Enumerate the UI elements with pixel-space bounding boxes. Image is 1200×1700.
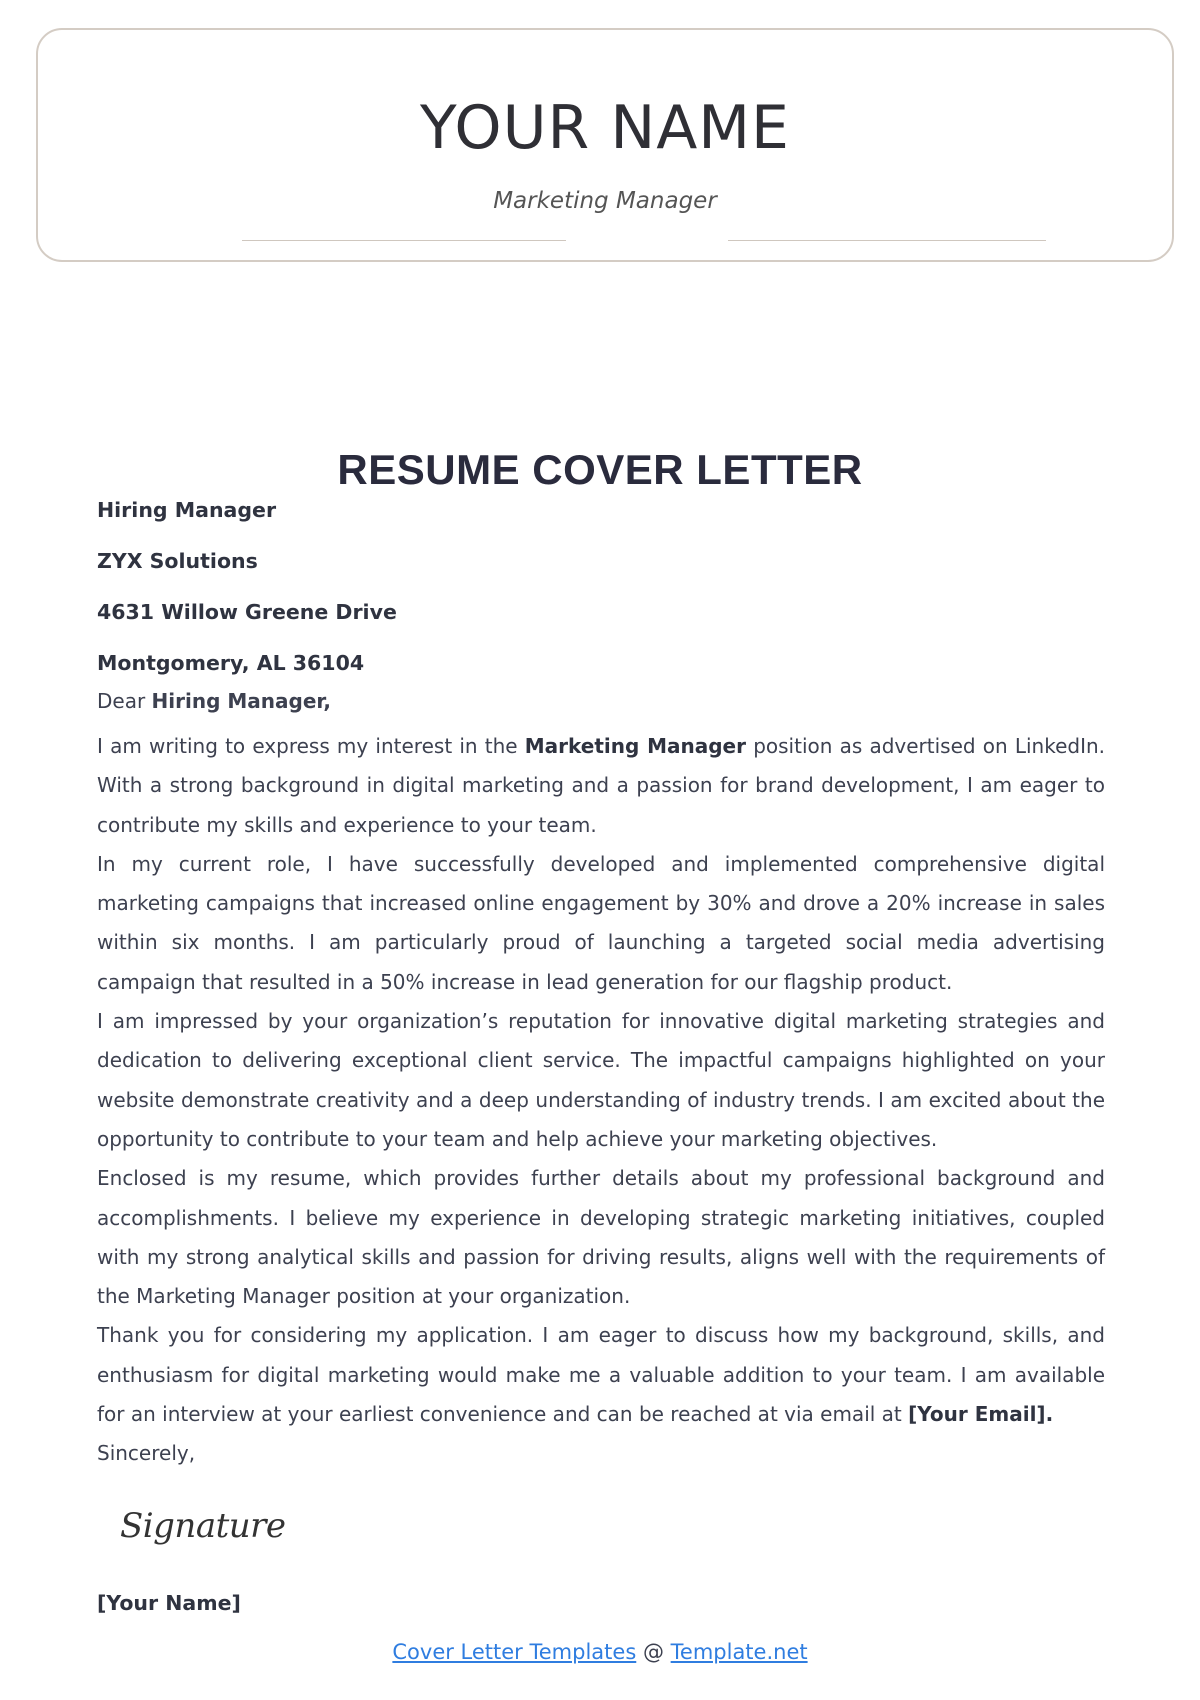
paragraph-1-position: Marketing Manager	[524, 734, 746, 758]
recipient-company: ZYX Solutions	[97, 549, 258, 573]
recipient-street: 4631 Willow Greene Drive	[97, 600, 397, 624]
footer	[0, 1640, 1200, 1664]
paragraph-5-text: Thank you for considering my application. I am eager to discuss how my background, skills, and enthusiasm for digital marketing would make me a valuable addition to your team. I am available for an interview at your earliest convenience and can be reached at via email at	[97, 1323, 1105, 1427]
header-divider-right	[728, 240, 1046, 241]
paragraph-1-text-a: I am writing to express my interest in the	[97, 734, 518, 758]
letter-content	[97, 498, 1105, 1473]
document-title: RESUME COVER LETTER	[337, 446, 863, 493]
paragraph-1-text-b: position as advertised on LinkedIn. With a strong background in digital marketing and a passion for brand development, I am eager to contribute my skills and experience to your team.	[97, 734, 1106, 837]
applicant-role: Marketing Manager	[493, 188, 717, 214]
sender-name: [Your Name]	[97, 1591, 241, 1615]
signature: Signature	[120, 1506, 286, 1546]
salutation-name: Hiring Manager,	[151, 689, 331, 713]
footer-separator: @	[642, 1640, 664, 1664]
paragraph-1	[97, 727, 1105, 845]
paragraph-2: In my current role, I have successfully developed and implemented comprehensive digital marketing campaigns that increased online engagement by 30% and drove a 20% increase in sales within six months. I am particularly proud of launching a targeted social media advertising campaign that resulted in a 50% increase in lead generation for our flagship product.	[97, 851, 1105, 994]
paragraph-5	[97, 1316, 1105, 1434]
recipient-city: Montgomery, AL 36104	[97, 651, 365, 675]
paragraph-4: Enclosed is my resume, which provides further details about my professional background and accomplishments. I believe my experience in developing strategic marketing initiatives, coupled with my strong analytical skills and passion for driving results, aligns well with the requirements of the Marketing Manager position at your organization.	[97, 1166, 1105, 1309]
header-box	[36, 28, 1174, 262]
template-net-link[interactable]: Template.net	[670, 1640, 808, 1664]
recipient-name: Hiring Manager	[97, 498, 277, 522]
cover-letter-templates-link[interactable]: Cover Letter Templates	[392, 1640, 637, 1664]
header-divider-left	[242, 240, 566, 241]
applicant-name: YOUR NAME	[420, 93, 790, 163]
closing-text: Sincerely,	[97, 1441, 196, 1466]
paragraph-5-email: [Your Email].	[908, 1402, 1054, 1427]
salutation-prefix: Dear	[97, 689, 146, 713]
paragraph-3: I am impressed by your organization’s reputation for innovative digital marketing strategies and dedication to delivering exceptional client service. The impactful campaigns highlighted on your website demonstrate creativity and a deep understanding of industry trends. I am excited about the opportunity to contribute to your team and help achieve your marketing objectives.	[97, 1009, 1105, 1151]
salutation	[97, 689, 1105, 713]
